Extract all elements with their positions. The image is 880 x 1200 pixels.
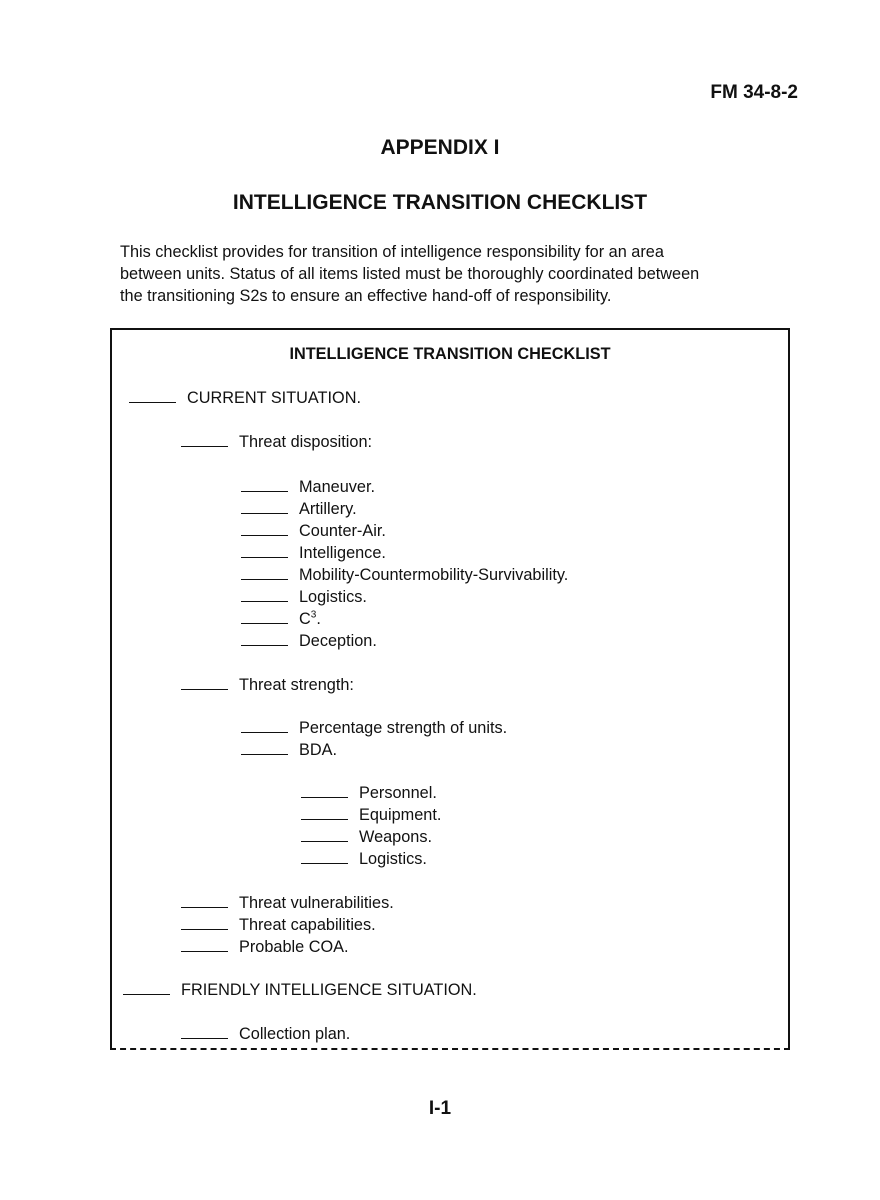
intro-line: the transitioning S2s to ensure an effective hand-off of responsibility. — [120, 287, 612, 305]
item-label: Collection plan. — [239, 1025, 351, 1043]
item-label: Mobility-Countermobility-Survivability. — [299, 566, 569, 584]
checklist-item-bda — [241, 740, 337, 760]
item-label: Threat strength: — [239, 676, 354, 694]
checklist-item-collection-plan — [181, 1024, 350, 1044]
checkbox-blank[interactable] — [241, 623, 288, 624]
checkbox-blank[interactable] — [241, 732, 288, 733]
item-label: Personnel. — [359, 784, 437, 802]
checkbox-blank[interactable] — [181, 1038, 228, 1039]
checkbox-blank[interactable] — [301, 863, 348, 864]
checkbox-blank[interactable] — [241, 601, 288, 602]
item-label: Logistics. — [299, 588, 367, 606]
item-label: Threat disposition: — [239, 433, 373, 451]
item-label: Maneuver. — [299, 478, 376, 496]
page-title: INTELLIGENCE TRANSITION CHECKLIST — [232, 191, 648, 214]
checkbox-blank[interactable] — [181, 951, 228, 952]
item-label: Threat capabilities. — [239, 916, 376, 934]
item-label: Weapons. — [359, 828, 433, 846]
checkbox-blank[interactable] — [129, 402, 176, 403]
item-label: BDA. — [299, 741, 338, 759]
c3-superscript: 3 — [310, 609, 317, 621]
intro-paragraph — [120, 241, 800, 307]
appendix-title: APPENDIX I — [380, 136, 500, 159]
checkbox-blank[interactable] — [181, 446, 228, 447]
item-label: Logistics. — [359, 850, 427, 868]
checkbox-blank[interactable] — [241, 535, 288, 536]
item-label: CURRENT SITUATION. — [187, 389, 361, 407]
checklist-item-threat-capabilities — [181, 915, 376, 935]
document-id: FM 34-8-2 — [710, 82, 798, 103]
checkbox-blank[interactable] — [241, 513, 288, 514]
checklist-item-threat-vulnerabilities — [181, 893, 394, 913]
checkbox-blank[interactable] — [301, 797, 348, 798]
checklist-item-logistics — [241, 587, 367, 607]
item-label: Probable COA. — [239, 938, 349, 956]
intro-line: This checklist provides for transition of intelligence responsibility for an area — [120, 243, 664, 261]
item-label: Intelligence. — [299, 544, 386, 562]
intro-line: between units. Status of all items listed must be thoroughly coordinated between — [120, 265, 700, 283]
checklist-box — [110, 328, 790, 1050]
checklist-item-current-situation — [129, 388, 361, 408]
checkbox-blank[interactable] — [241, 754, 288, 755]
item-label — [299, 610, 321, 628]
checklist-item-equipment — [301, 805, 441, 825]
checkbox-blank[interactable] — [241, 557, 288, 558]
checkbox-blank[interactable] — [241, 579, 288, 580]
checklist-item-artillery — [241, 499, 357, 519]
checkbox-blank[interactable] — [241, 491, 288, 492]
checklist-item-mobility — [241, 565, 568, 585]
checklist-item-probable-coa — [181, 937, 349, 957]
item-label: Counter-Air. — [299, 522, 386, 540]
checklist-item-percentage-strength — [241, 718, 507, 738]
item-label: Threat vulnerabilities. — [239, 894, 394, 912]
checkbox-blank[interactable] — [301, 841, 348, 842]
checkbox-blank[interactable] — [181, 907, 228, 908]
item-label: Equipment. — [359, 806, 442, 824]
checklist-item-intelligence — [241, 543, 386, 563]
checklist-title: INTELLIGENCE TRANSITION CHECKLIST — [289, 345, 611, 363]
checklist-item-threat-disposition — [181, 432, 372, 452]
checklist-item-personnel — [301, 783, 437, 803]
item-label: Percentage strength of units. — [299, 719, 508, 737]
checkbox-blank[interactable] — [181, 689, 228, 690]
checklist-item-deception — [241, 631, 377, 651]
checklist-item-counter-air — [241, 521, 386, 541]
checklist-item-friendly-intel — [123, 980, 477, 1000]
checklist-item-threat-strength — [181, 675, 354, 695]
page-number: I-1 — [428, 1098, 452, 1119]
checklist-item-weapons — [301, 827, 432, 847]
checklist-item-c3 — [241, 609, 321, 629]
item-label: FRIENDLY INTELLIGENCE SITUATION. — [181, 981, 477, 999]
item-label: Artillery. — [299, 500, 357, 518]
checkbox-blank[interactable] — [181, 929, 228, 930]
checklist-item-bda-logistics — [301, 849, 427, 869]
item-label: Deception. — [299, 632, 377, 650]
checkbox-blank[interactable] — [123, 994, 170, 995]
checklist-item-maneuver — [241, 477, 375, 497]
checkbox-blank[interactable] — [241, 645, 288, 646]
c3-period: . — [316, 610, 321, 628]
c3-base: C — [299, 610, 311, 628]
checkbox-blank[interactable] — [301, 819, 348, 820]
